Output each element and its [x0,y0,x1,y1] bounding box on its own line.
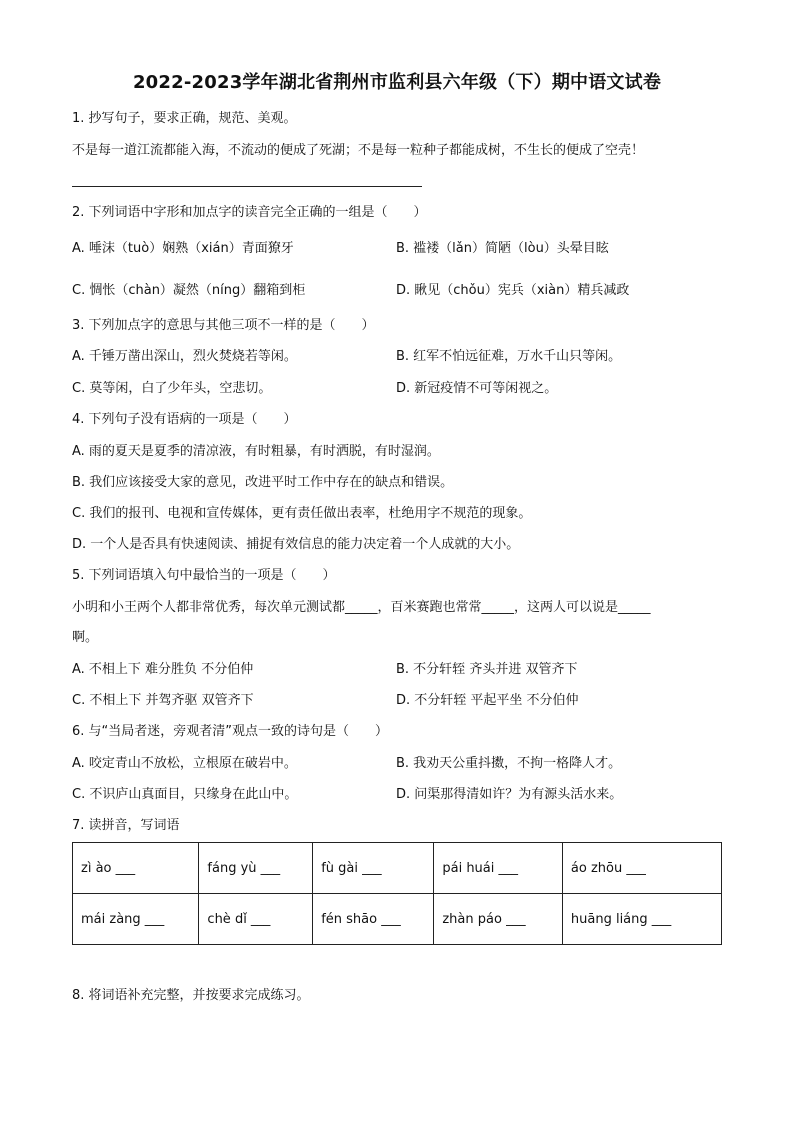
pinyin-table-row [73,843,722,894]
pinyin-cell: fén shāo ___ [313,894,434,945]
q8-stem: 8. 将词语补充完整，并按要求完成练习。 [72,988,310,1003]
q4-option-a: A. 雨的夏天是夏季的清凉液，有时粗暴，有时洒脱，有时湿润。 [72,444,440,459]
q2-stem: 2. 下列词语中字形和加点字的读音完全正确的一组是（ ） [72,205,427,220]
q7-stem: 7. 读拼音，写词语 [72,818,180,833]
q1-sentence: 不是每一道江流都能入海，不流动的便成了死湖；不是每一粒种子都能成树，不生长的便成了空壳！ [72,143,645,158]
q2-option-b: B. 褴褛（lǎn）简陋（lòu）头晕目眩 [396,241,609,256]
q5-option-c: C. 不相上下 并驾齐驱 双管齐下 [72,693,254,708]
pinyin-cell: zì ào ___ [73,843,199,894]
pinyin-cell: zhàn páo ___ [434,894,563,945]
q6-option-c: C. 不识庐山真面目，只缘身在此山中。 [72,787,298,802]
pinyin-cell: huāng liáng ___ [562,894,721,945]
q5-sentence-line1: 小明和小王两个人都非常优秀，每次单元测试都_____，百米赛跑也常常_____，这两人可以说是_____ [72,600,651,615]
q6-option-d: D. 问渠那得清如许？为有源头活水来。 [396,787,623,802]
q3-option-a: A. 千锤万凿出深山，烈火焚烧若等闲。 [72,349,297,364]
q4-option-d: D. 一个人是否具有快速阅读、捕捉有效信息的能力决定着一个人成就的大小。 [72,537,520,552]
q5-sentence-line2: 啊。 [72,630,99,645]
pinyin-cell: fáng yù ___ [199,843,313,894]
q2-option-c: C. 惆怅（chàn）凝然（níng）翻箱到柜 [72,283,306,298]
q5-option-b: B. 不分轩轾 齐头并进 双管齐下 [396,662,578,677]
pinyin-cell: chè dǐ ___ [199,894,313,945]
pinyin-cell: fù gài ___ [313,843,434,894]
q1-answer-line [72,186,422,187]
q2-option-d: D. 瞅见（chǒu）宪兵（xiàn）精兵减政 [396,283,630,298]
pinyin-table-row [73,894,722,945]
pinyin-cell: áo zhōu ___ [562,843,721,894]
q5-stem: 5. 下列词语填入句中最恰当的一项是（ ） [72,568,336,583]
q6-stem: 6. 与“当局者迷，旁观者清”观点一致的诗句是（ ） [72,724,389,739]
page-title: 2022-2023学年湖北省荆州市监利县六年级（下）期中语文试卷 [132,72,662,93]
q3-option-d: D. 新冠疫情不可等闲视之。 [396,381,558,396]
pinyin-table [72,842,722,945]
q4-option-c: C. 我们的报刊、电视和宣传媒体，更有责任做出表率，杜绝用字不规范的现象。 [72,506,532,521]
q5-option-a: A. 不相上下 难分胜负 不分伯仲 [72,662,254,677]
q4-stem: 4. 下列句子没有语病的一项是（ ） [72,412,297,427]
q1-stem: 1. 抄写句子，要求正确，规范、美观。 [72,111,297,126]
q6-option-b: B. 我劝天公重抖擞，不拘一格降人才。 [396,756,622,771]
q3-stem: 3. 下列加点字的意思与其他三项不一样的是（ ） [72,318,375,333]
pinyin-cell: pái huái ___ [434,843,563,894]
q2-option-a: A. 唾沫（tuò）娴熟（xián）青面獠牙 [72,241,294,256]
pinyin-cell: mái zàng ___ [73,894,199,945]
q4-option-b: B. 我们应该接受大家的意见，改进平时工作中存在的缺点和错误。 [72,475,454,490]
q3-option-b: B. 红军不怕远征难，万水千山只等闲。 [396,349,622,364]
q6-option-a: A. 咬定青山不放松，立根原在破岩中。 [72,756,297,771]
q3-option-c: C. 莫等闲，白了少年头，空悲切。 [72,381,272,396]
q5-option-d: D. 不分轩轾 平起平坐 不分伯仲 [396,693,579,708]
